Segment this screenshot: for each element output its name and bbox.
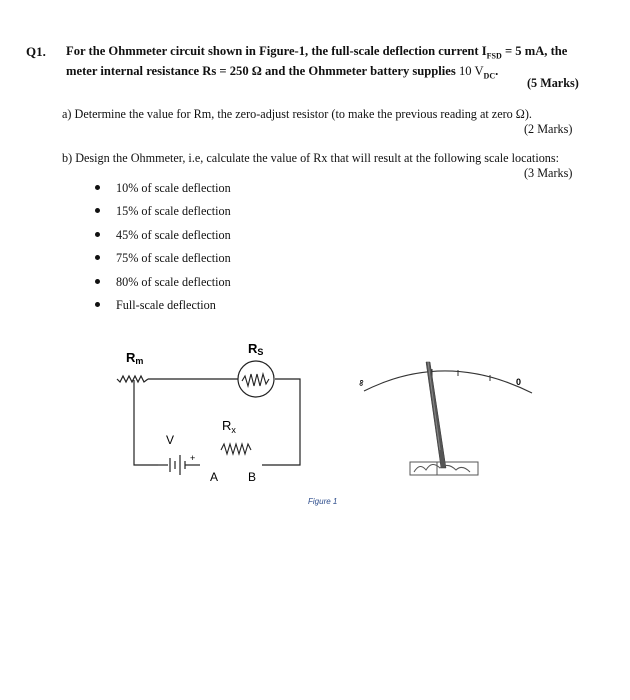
- rx-label: $R_x$: [222, 418, 236, 435]
- meter-needle: [426, 362, 446, 468]
- meter-scale-arc: [364, 371, 532, 393]
- circuit-wires: [134, 379, 300, 465]
- question-number: Q1.: [26, 44, 46, 59]
- list-item: 75% of scale deflection: [92, 250, 231, 273]
- list-item: Full-scale deflection: [92, 297, 231, 320]
- needle-highlight: [428, 362, 440, 450]
- scale-infinity-label: ∞: [355, 378, 367, 387]
- question-line-2: meter internal resistance Rs = 250 Ω and the Ohmmeter battery supplies 10 $V_{DC}$.: [66, 64, 499, 81]
- list-item: 80% of scale deflection: [92, 274, 231, 297]
- rm-label: Rm: [126, 350, 144, 366]
- list-item: 15% of scale deflection: [92, 203, 231, 226]
- figure-caption: Figure 1: [308, 497, 338, 506]
- part-b-text: b) Design the Ohmmeter, i.e, calculate the value of Rx that will result at the following scale locations:: [62, 151, 560, 165]
- voltage-label: V: [166, 433, 175, 447]
- part-b-marks: (3 Marks): [524, 166, 573, 180]
- part-a-text: a) Determine the value for Rm, the zero-adjust resistor (to make the previous reading at zero Ω).: [62, 107, 532, 121]
- rs-label: RS: [248, 341, 264, 357]
- rm-resistor: [117, 376, 148, 382]
- rs-resistor: [242, 374, 269, 386]
- question-marks: (5 Marks): [527, 76, 579, 90]
- terminal-a-label: A: [210, 470, 219, 484]
- question-line-1: For the Ohmmeter circuit shown in Figure-1, the full-scale deflection current $I_{FSD} = 5$ mA, the: [66, 44, 568, 61]
- list-item: 45% of scale deflection: [92, 227, 231, 250]
- battery-plus-label: +: [190, 453, 196, 463]
- rx-resistor: [221, 444, 251, 454]
- list-item: 10% of scale deflection: [92, 180, 231, 203]
- scale-zero-label: 0: [516, 377, 522, 387]
- part-a-marks: (2 Marks): [524, 122, 573, 136]
- terminal-b-label: B: [248, 470, 257, 484]
